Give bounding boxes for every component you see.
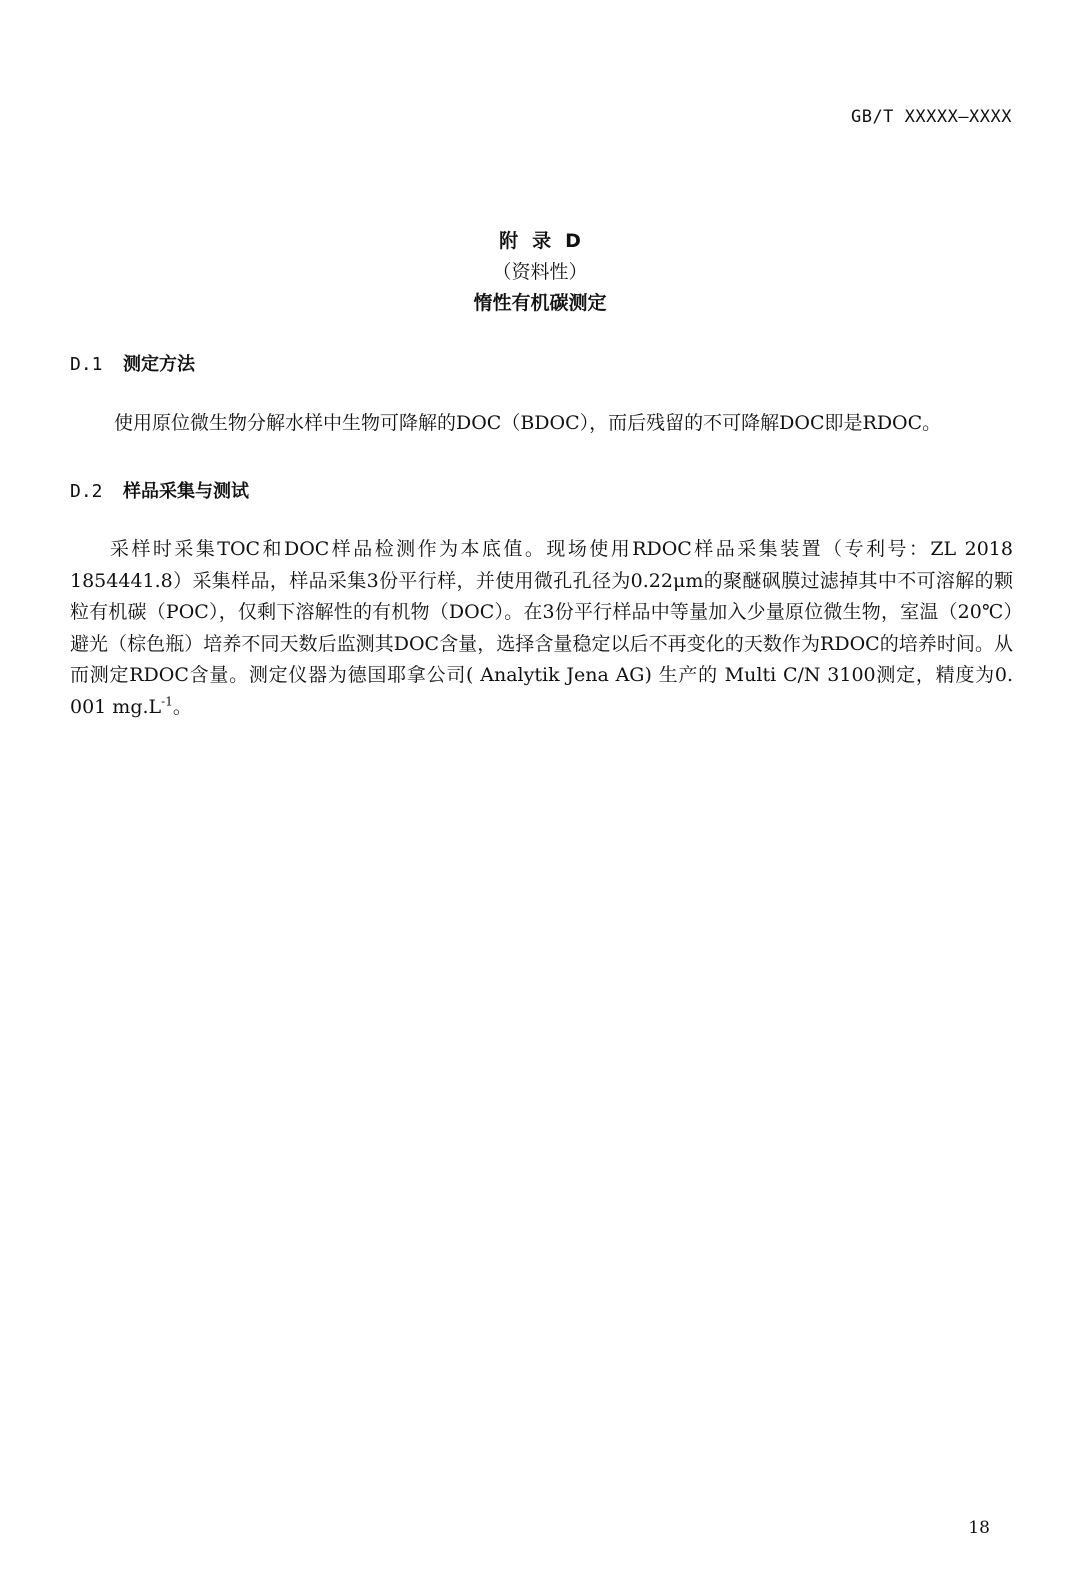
section-heading-d1 [70, 350, 195, 376]
section-title: 样品采集与测试 [123, 481, 249, 502]
page-number: 18 [968, 1518, 990, 1538]
section-title: 测定方法 [123, 354, 195, 375]
section-d1-body: 使用原位微生物分解水样中生物可降解的DOC（BDOC），而后残留的不可降解DOC即是RDOC。 [114, 412, 942, 434]
sentence-end: 。 [172, 695, 192, 718]
appendix-heading-block [0, 226, 1080, 319]
section-d2-text: 采样时采集TOC和DOC样品检测作为本底值。现场使用RDOC样品采集装置（专利号：ZL 2018 1854441.8）采集样品，样品采集3份平行样，并使用微孔孔径为0.22μm的聚醚砜膜过滤掉其中不可溶解的颗粒有机碳（POC），仅剩下溶解性的有机物（DOC）。在3份平行样品中等量加入少量原位微生物，室温（20℃）避光（棕色瓶）培养不同天数后监测其DOC含量，选择含量稳定以后不再变化的天数作为RDOC的培养时间。从而测定RDOC含量。测定仪器为德国耶拿公司( Analytik Jena AG) 生产的 Multi C/N 3100测定，精度为0. 001 mg.L [70, 538, 1013, 718]
section-number: D.1 [70, 354, 103, 375]
section-number: D.2 [70, 481, 103, 502]
section-d2-body [70, 534, 1013, 723]
section-heading-d2 [70, 477, 249, 503]
unit-superscript: -1 [161, 694, 173, 709]
appendix-title: 惰性有机碳测定 [473, 292, 607, 314]
appendix-nature: （资料性） [492, 261, 588, 283]
appendix-label: 附录D [499, 230, 595, 252]
standard-code: GB/T XXXXX—XXXX [850, 107, 1012, 127]
